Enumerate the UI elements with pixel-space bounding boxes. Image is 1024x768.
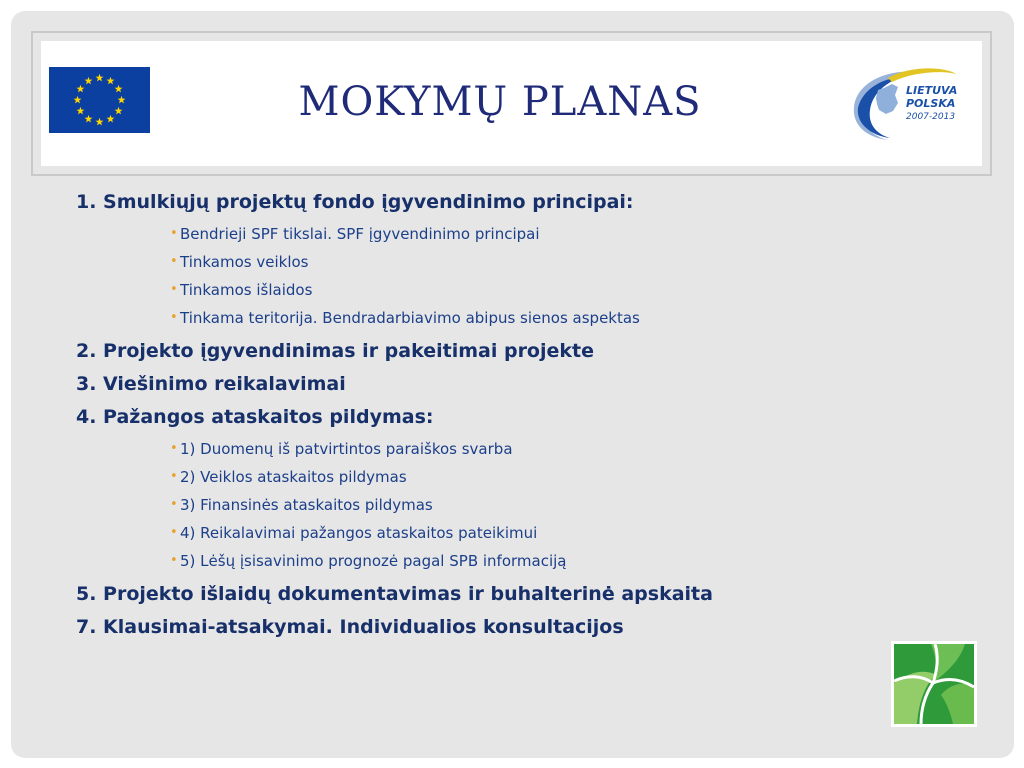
agenda-subitem-text: 3) Finansinės ataskaitos pildymas bbox=[180, 496, 433, 514]
agenda-subitem-text: 4) Reikalavimai pažangos ataskaitos pateikimui bbox=[180, 524, 538, 542]
agenda-subitem-text: 2) Veiklos ataskaitos pildymas bbox=[180, 468, 407, 486]
agenda-subitem bbox=[76, 463, 946, 491]
logo-text-years: 2007-2013 bbox=[906, 112, 956, 122]
agenda-heading: 7. Klausimai-atsakymai. Individualios konsultacijos bbox=[76, 616, 624, 638]
agenda-section bbox=[76, 580, 946, 608]
bullet-icon: • bbox=[170, 469, 178, 484]
agenda-subitem-text: Tinkamos išlaidos bbox=[180, 281, 313, 299]
agenda-heading: 5. Projekto išlaidų dokumentavimas ir buhalterinė apskaita bbox=[76, 583, 713, 605]
agenda-section bbox=[76, 337, 946, 365]
agenda-section bbox=[76, 370, 946, 398]
bullet-icon: • bbox=[170, 553, 178, 568]
agenda-subitem bbox=[76, 248, 946, 276]
agenda-subitem bbox=[76, 435, 946, 463]
agenda-subitem bbox=[76, 304, 946, 332]
agenda-subitem bbox=[76, 491, 946, 519]
bullet-icon: • bbox=[170, 441, 178, 456]
agenda-heading: 1. Smulkiųjų projektų fondo įgyvendinimo principai: bbox=[76, 191, 634, 213]
agenda-subitem bbox=[76, 220, 946, 248]
bullet-icon: • bbox=[170, 525, 178, 540]
agenda-section bbox=[76, 188, 946, 332]
agenda-heading: 4. Pažangos ataskaitos pildymas: bbox=[76, 406, 434, 428]
agenda-subitem bbox=[76, 276, 946, 304]
agenda-subitem-text: Tinkamos veiklos bbox=[180, 253, 309, 271]
agenda-subitem bbox=[76, 519, 946, 547]
page-title: MOKYMŲ PLANAS bbox=[298, 79, 702, 125]
green-leaf-logo bbox=[891, 641, 977, 727]
agenda-subitem-text: 1) Duomenų iš patvirtintos paraiškos svarba bbox=[180, 440, 513, 458]
bullet-icon: • bbox=[170, 497, 178, 512]
eu-flag-icon bbox=[49, 67, 150, 133]
agenda-sublist bbox=[76, 435, 946, 575]
agenda-subitem bbox=[76, 547, 946, 575]
agenda-subitem-text: 5) Lėšų įsisavinimo prognozė pagal SPB informaciją bbox=[180, 552, 567, 570]
agenda-heading: 3. Viešinimo reikalavimai bbox=[76, 373, 346, 395]
agenda-heading: 2. Projekto įgyvendinimas ir pakeitimai projekte bbox=[76, 340, 594, 362]
logo-text-lietuva: LIETUVA bbox=[906, 84, 958, 97]
agenda-subitem-text: Bendrieji SPF tikslai. SPF įgyvendinimo principai bbox=[180, 225, 540, 243]
logo-text-polska: POLSKA bbox=[906, 97, 956, 110]
lietuva-polska-logo bbox=[848, 62, 968, 144]
agenda-subitem-text: Tinkama teritorija. Bendradarbiavimo abipus sienos aspektas bbox=[180, 309, 640, 327]
agenda-section bbox=[76, 613, 946, 641]
bullet-icon: • bbox=[170, 282, 178, 297]
agenda-sublist bbox=[76, 220, 946, 332]
bullet-icon: • bbox=[170, 310, 178, 325]
agenda-section bbox=[76, 403, 946, 575]
bullet-icon: • bbox=[170, 254, 178, 269]
bullet-icon: • bbox=[170, 226, 178, 241]
agenda-list bbox=[76, 188, 946, 646]
